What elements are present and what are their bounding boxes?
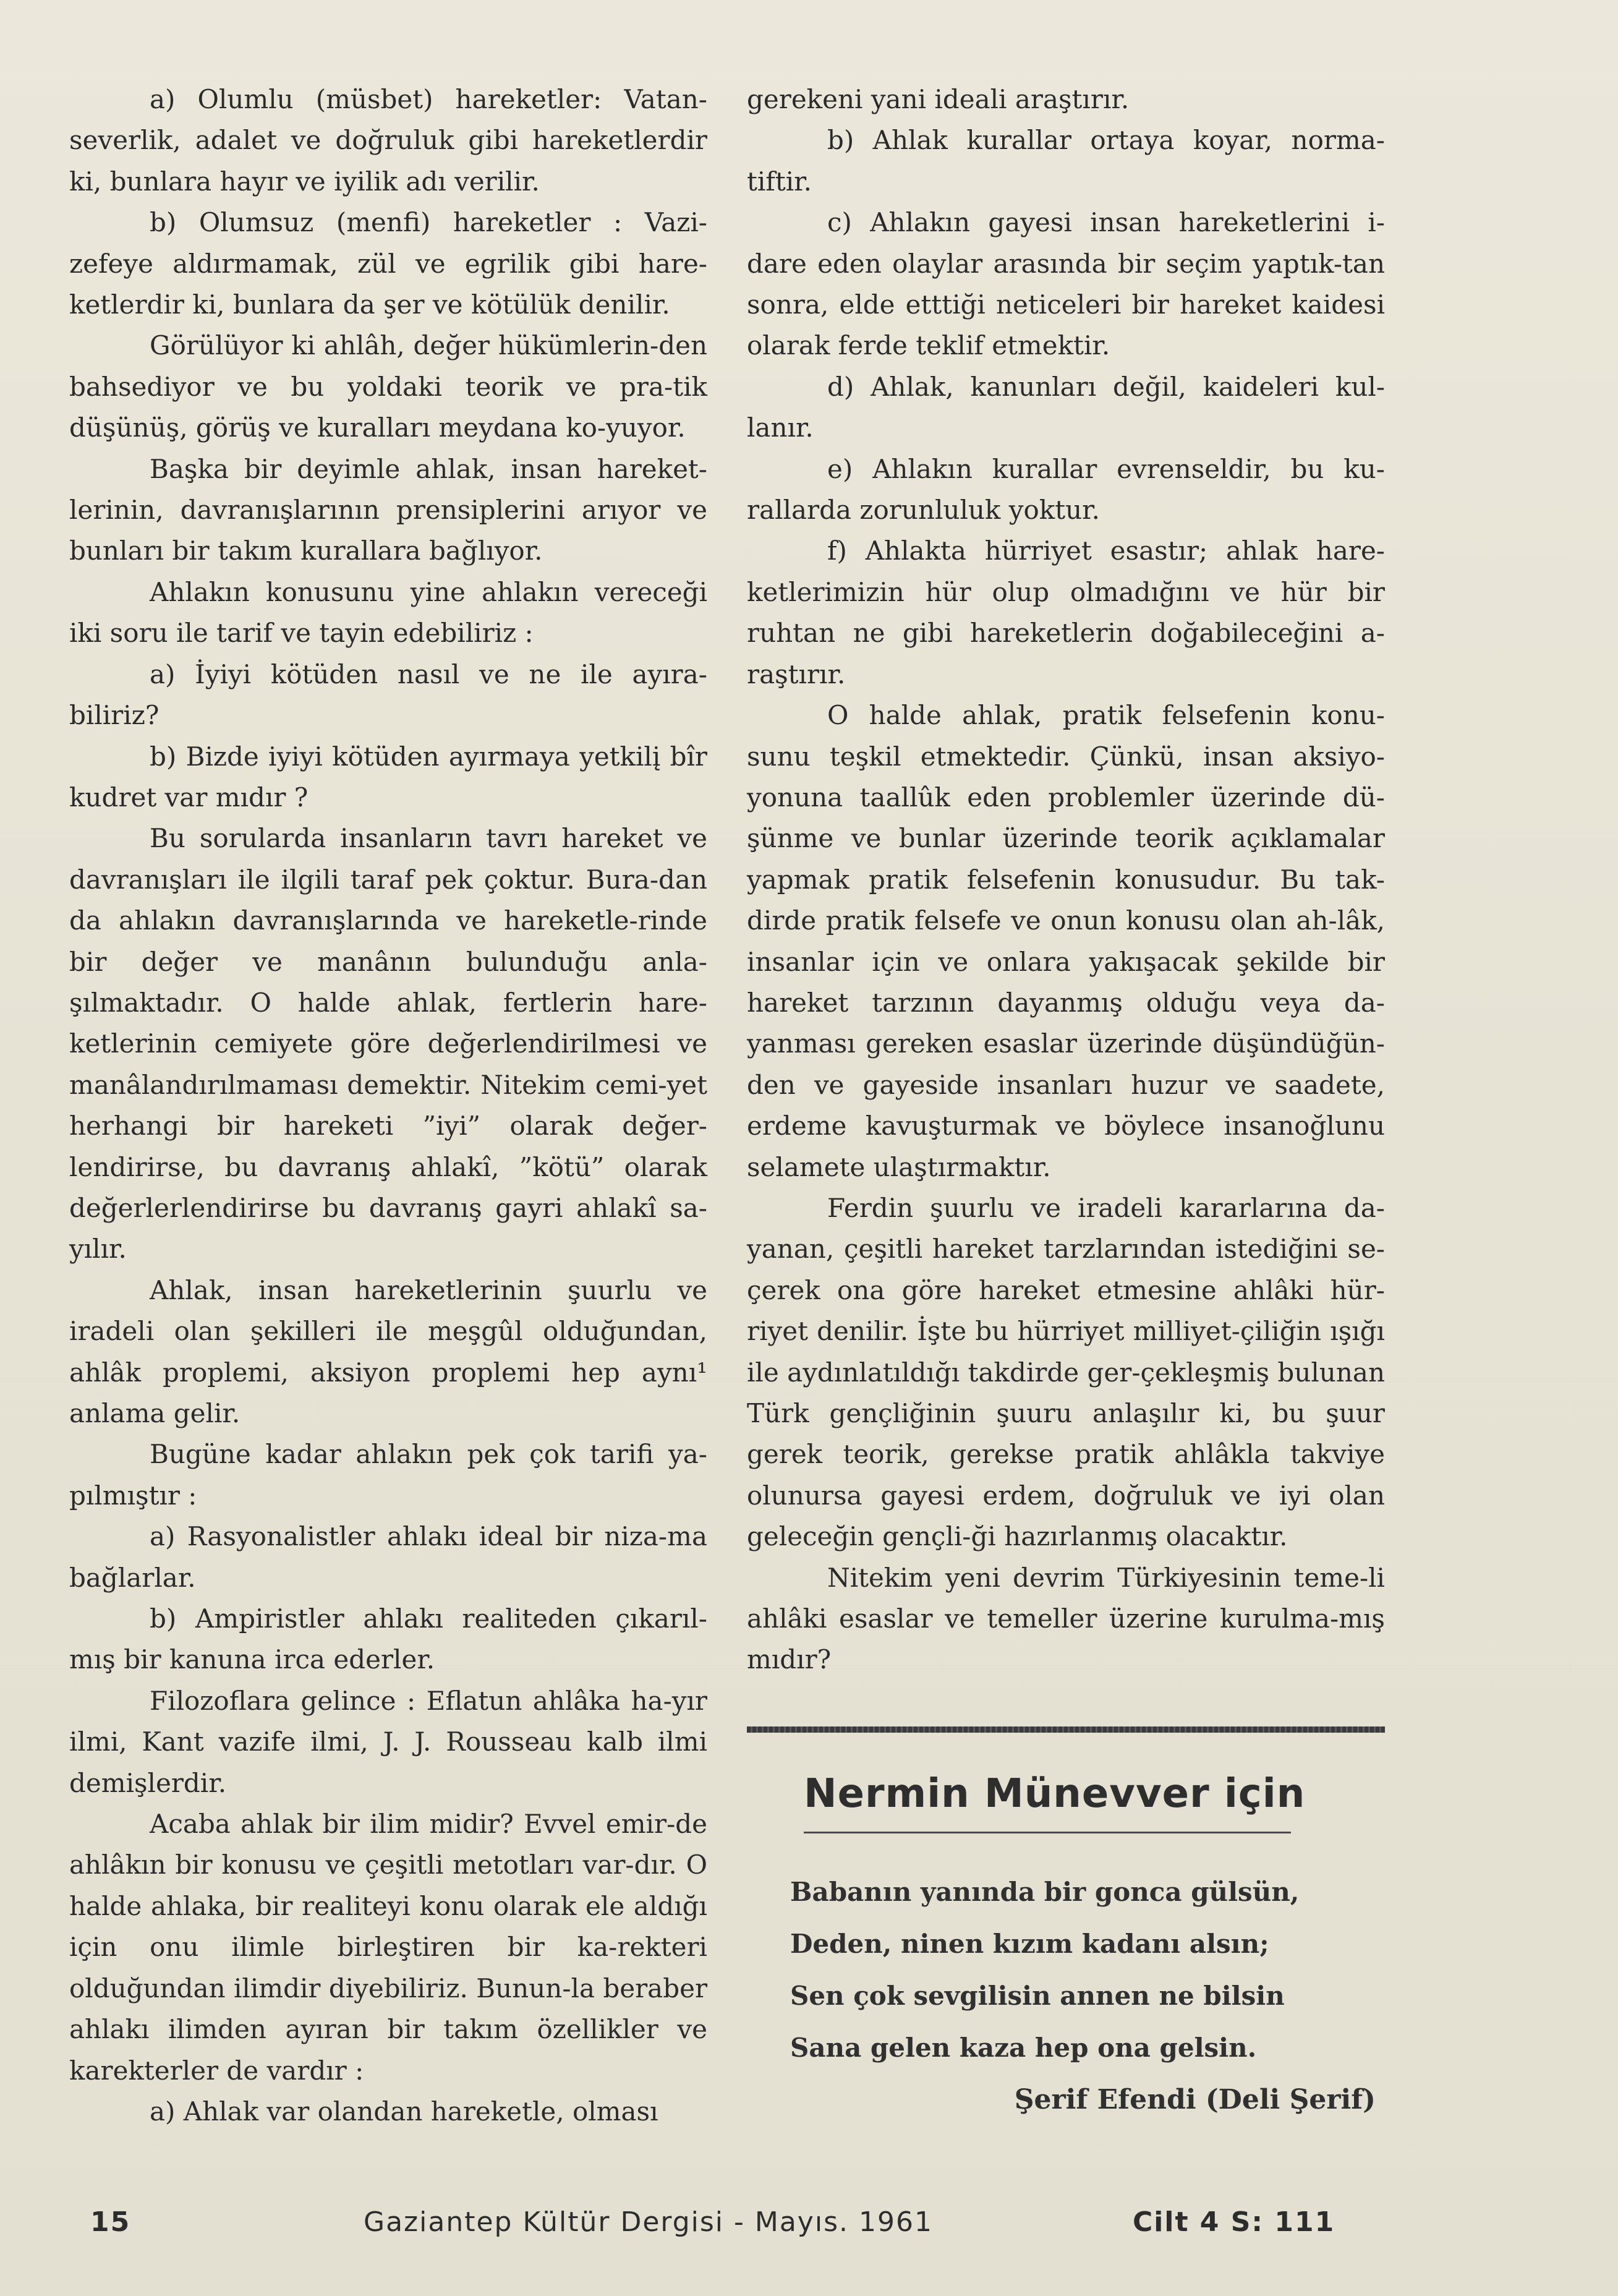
poem-body xyxy=(790,1866,1384,2074)
paragraph: Filozoflara gelince : Eflatun ahlâka ha-yır ilmi, Kant vazife ilmi, J. J. Rousseau kalb ilmi demişlerdir. xyxy=(69,1685,707,1798)
paragraph: a) Rasyonalistler ahlakı ideal bir niza-ma bağlarlar. xyxy=(69,1521,707,1593)
paragraph: b) Ampiristler ahlakı realiteden çıkarıl-mış bir kanuna irca ederler. xyxy=(69,1603,707,1675)
page-footer xyxy=(0,2206,1618,2246)
paragraph: Ahlakın konusunu yine ahlakın vereceği iki soru ile tarif ve tayin edebiliriz : xyxy=(69,576,707,649)
paragraph: gerekeni yani ideali araştırır. xyxy=(747,84,1130,114)
poem-title: Nermin Münevver için xyxy=(804,1771,1306,1817)
paragraph: b) Ahlak kurallar ortaya koyar, norma-tiftir. xyxy=(747,125,1385,197)
poem-line: Sana gelen kaza hep ona gelsin. xyxy=(790,2033,1257,2063)
paragraph: Bu sorularda insanların tavrı hareket ve davranışları ile ilgili taraf pek çoktur. Bura-dan da ahlakın davranışlarında ve hareketle-rinde bir değer ve manânın bulunduğu anla-şılmaktadır. O halde ahlak, fertlerin hare-ketlerinin cemiyete göre değerlendirilmesi ve manâlandırılmaması demektir. Nitekim cemi-yet herhangi bir hareketi ”iyi” olarak değer-lendirirse, bu davranış ahlakî, ”kötü” olarak değerlerlendirirse bu davranış gayri ahlakî sa-yılır. xyxy=(69,823,707,1265)
paragraph: e) Ahlakın kurallar evrenseldir, bu ku-rallarda zorunluluk yoktur. xyxy=(747,453,1385,526)
paragraph: a) Olumlu (müsbet) hareketler: Vatan-severlik, adalet ve doğruluk gibi hareketlerdir ki, bunlara hayır ve iyilik adı verilir. xyxy=(69,84,707,197)
paragraph: d) Ahlak, kanunları değil, kaideleri kul-lanır. xyxy=(747,371,1385,443)
paragraph: Başka bir deyimle ahlak, insan hareket-lerinin, davranışlarının prensiplerini arıyor ve bunları bir takım kurallara bağlıyor. xyxy=(69,453,707,566)
right-column xyxy=(747,79,1385,1681)
paragraph: a) İyiyi kötüden nasıl ve ne ile ayıra-biliriz? xyxy=(69,659,707,731)
page-number: 15 xyxy=(90,2206,131,2238)
poem-line: Deden, ninen kızım kadanı alsın; xyxy=(790,1929,1269,1959)
paragraph: Görülüyor ki ahlâh, değer hükümlerin-den bahsediyor ve bu yoldaki teorik ve pra-tik düşünüş, görüş ve kuralları meydana ko-yuyor. xyxy=(69,330,707,443)
paragraph: Acaba ahlak bir ilim midir? Evvel emir-de ahlâkın bir konusu ve çeşitli metotları var-dır. O halde ahlaka, bir realiteyi konu olarak ele aldığı için onu ilimle birleştiren bir ka-rekteri olduğundan ilimdir diyebiliriz. Bunun-la beraber ahlakı ilimden ayıran bir takım özellikler ve karekterler de vardır : xyxy=(69,1809,708,2086)
paragraph: f) Ahlakta hürriyet esastır; ahlak hare-ketlerimizin hür olup olmadığını ve hür bir ruhtan ne gibi hareketlerin doğabileceğini a-raştırır. xyxy=(747,536,1385,689)
section-divider xyxy=(747,1726,1385,1733)
poem-author: Şerif Efendi (Deli Şerif) xyxy=(1014,2084,1376,2115)
paragraph: c) Ahlakın gayesi insan hareketlerini i-dare eden olaylar arasında bir seçim yaptık-tan sonra, elde etttiği neticeleri bir hareket kaidesi olarak ferde teklif etmektir. xyxy=(747,207,1385,361)
paragraph: Nitekim yeni devrim Türkiyesinin teme-li ahlâki esaslar ve temeller üzerine kurulma-mış mıdır? xyxy=(747,1562,1385,1675)
poem-line: Babanın yanında bir gonca gülsün, xyxy=(790,1877,1300,1907)
paragraph: Ahlak, insan hareketlerinin şuurlu ve iradeli olan şekilleri ile meşgûl olduğundan, ahlâk proplemi, aksiyon proplemi hep aynı¹ anlama gelir. xyxy=(69,1274,707,1428)
title-underline xyxy=(804,1832,1291,1833)
volume-issue: Cilt 4 S: 111 xyxy=(1133,2206,1335,2238)
left-column xyxy=(69,79,707,2132)
paragraph: Bugüne kadar ahlakın pek çok tarifi ya-pılmıştır : xyxy=(69,1439,707,1511)
poem-line: Sen çok sevgilisin annen ne bilsin xyxy=(790,1981,1285,2011)
journal-citation: Gaziantep Kültür Dergisi - Mayıs. 1961 xyxy=(364,2206,933,2238)
paragraph: O halde ahlak, pratik felsefenin konu-sunu teşkil etmektedir. Çünkü, insan aksiyo-yonuna taallûk eden problemler üzerinde dü-şünme ve bunlar üzerinde teorik açıklamalar yapmak pratik felsefenin konusudur. Bu tak-dirde pratik felsefe ve onun konusu olan ah-lâk, insanlar için ve onlara yakışacak şekilde bir hareket tarzının dayanmış olduğu veya da-yanması gereken esaslar üzerinde düşündüğün-den ve gayeside insanları huzur ve saadete, erdeme kavuşturmak ve böylece insanoğlunu selamete ulaştırmaktır. xyxy=(747,700,1385,1182)
paragraph: b) Olumsuz (menfi) hareketler : Vazi-zefeye aldırmamak, zül ve egrilik gibi hare-ketlerdir ki, bunlara da şer ve kötülük denilir. xyxy=(69,207,707,320)
paragraph: b) Bizde iyiyi kötüden ayırmaya yetkilį bîr kudret var mıdır ? xyxy=(69,741,707,813)
paragraph: Ferdin şuurlu ve iradeli kararlarına da-yanan, çeşitli hareket tarzlarından istediğini se-çerek ona göre hareket etmesine ahlâki hür-riyet denilir. İşte bu hürriyet milliyet-çiliğin ışığı ile aydınlatıldığı takdirde ger-çekleşmiş bulunan Türk gençliğinin şuuru anlaşılır ki, bu şuur gerek teorik, gerekse pratik ahlâkla takviye olunursa gayesi erdem, doğruluk ve iyi olan geleceğin gençli-ği hazırlanmış olacaktır. xyxy=(747,1192,1385,1552)
paragraph: a) Ahlak var olandan hareketle, olması xyxy=(150,2096,658,2127)
